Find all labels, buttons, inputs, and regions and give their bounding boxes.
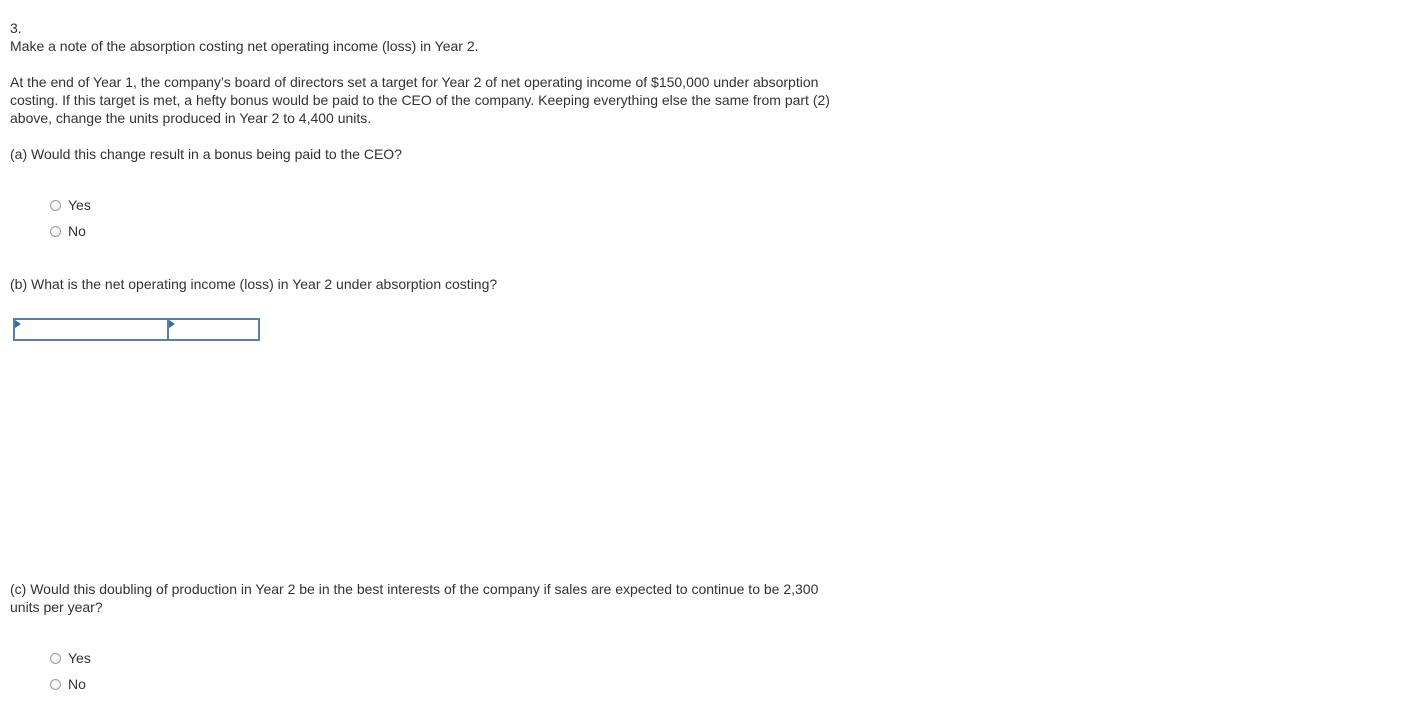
- part-c-prompt: [10, 580, 818, 616]
- part-b-answer-row: [13, 318, 260, 341]
- part-c-prompt-line: (c) Would this doubling of production in Year 2 be in the best interests of the company if sales are expected to continue to be 2,300: [10, 581, 819, 597]
- radio-button[interactable]: [50, 653, 61, 664]
- part-a-option-yes[interactable]: [50, 196, 91, 214]
- radio-label: No: [68, 676, 86, 692]
- question-paragraph: [10, 73, 830, 127]
- part-c-prompt-line: units per year?: [10, 599, 103, 615]
- question-number: 3.: [10, 20, 22, 36]
- income-label-dropdown[interactable]: [15, 320, 169, 339]
- income-amount-input[interactable]: [169, 320, 258, 339]
- flag-icon: [169, 320, 175, 328]
- paragraph-line: above, change the units produced in Year 2 to 4,400 units.: [10, 110, 372, 126]
- radio-label: Yes: [68, 650, 91, 666]
- radio-label: No: [68, 223, 86, 239]
- part-c-option-no[interactable]: [50, 675, 86, 693]
- flag-icon: [15, 320, 21, 328]
- question-instruction: Make a note of the absorption costing net operating income (loss) in Year 2.: [10, 38, 479, 54]
- part-b-prompt: (b) What is the net operating income (loss) in Year 2 under absorption costing?: [10, 276, 498, 292]
- part-a-option-no[interactable]: [50, 222, 86, 240]
- paragraph-line: At the end of Year 1, the company’s board of directors set a target for Year 2 of net operating income of $150,000 under absorption: [10, 74, 819, 90]
- radio-label: Yes: [68, 197, 91, 213]
- radio-button[interactable]: [50, 200, 61, 211]
- paragraph-line: costing. If this target is met, a hefty bonus would be paid to the CEO of the company. Keeping everything else the same from part (2): [10, 92, 830, 108]
- part-c-option-yes[interactable]: [50, 649, 91, 667]
- radio-button[interactable]: [50, 679, 61, 690]
- radio-button[interactable]: [50, 226, 61, 237]
- part-a-prompt: (a) Would this change result in a bonus being paid to the CEO?: [10, 146, 402, 162]
